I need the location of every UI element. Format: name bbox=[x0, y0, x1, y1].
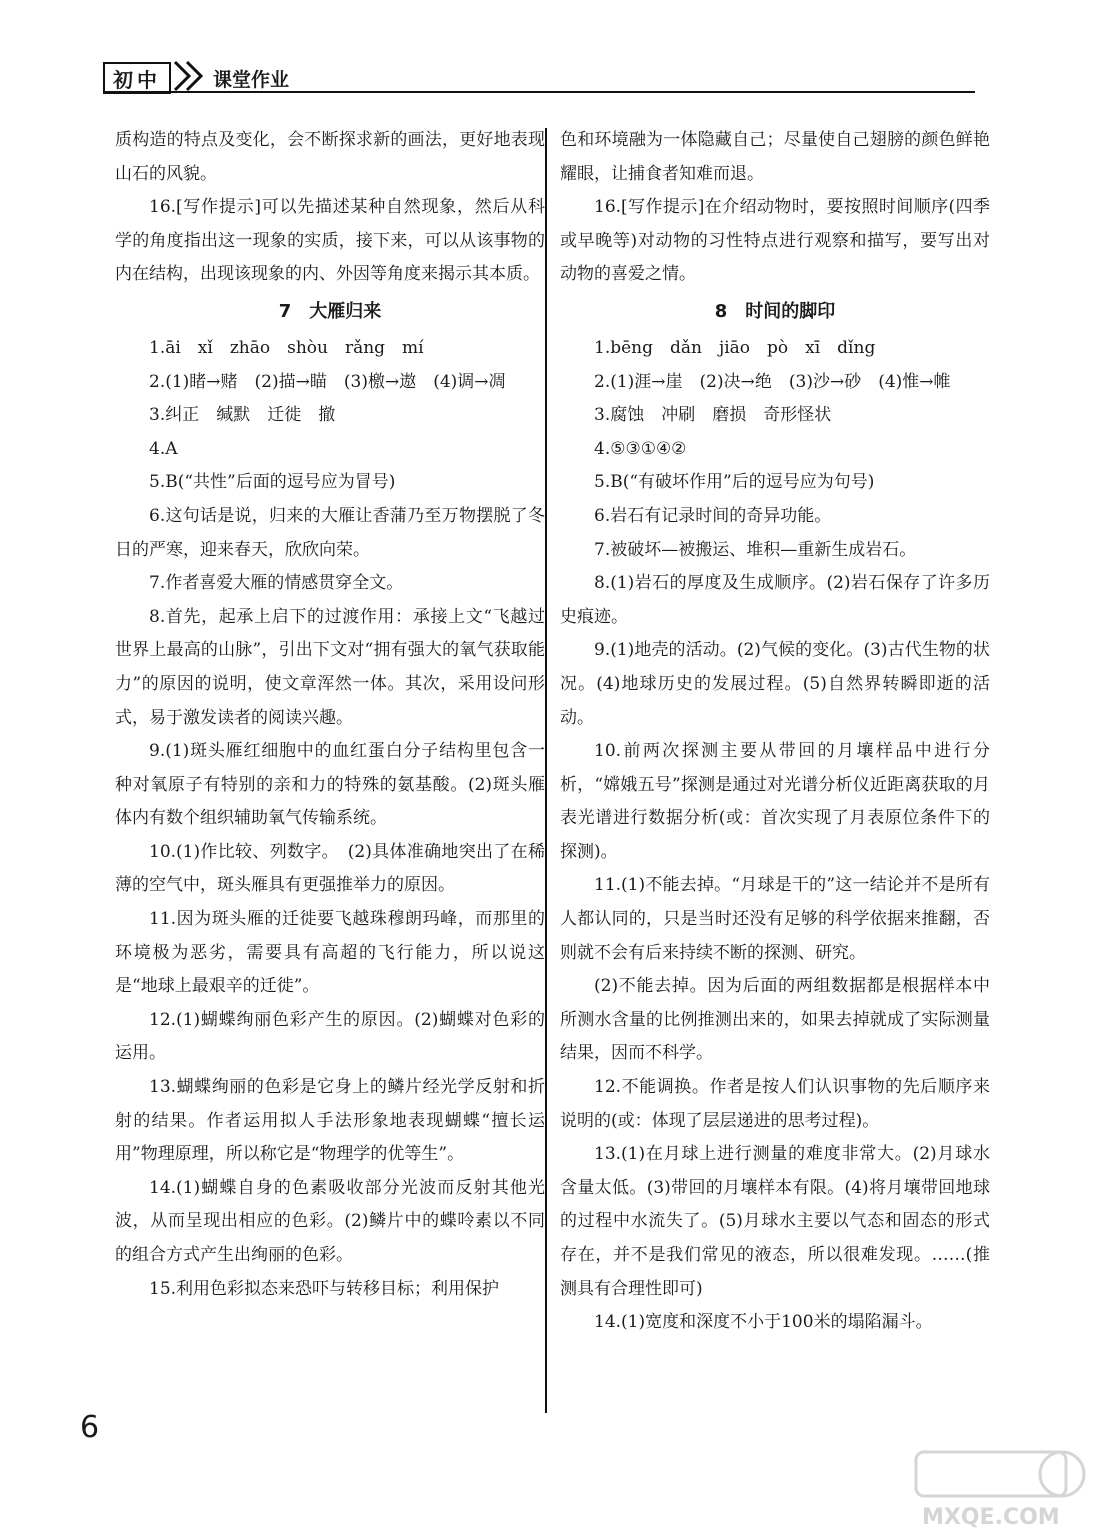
answer-paragraph: 3.腐蚀 冲刷 磨损 奇形怪状 bbox=[594, 405, 832, 426]
answer-paragraph: 16.[写作提示]可以先描述某种自然现象，然后从科学的角度指出这一现象的实质，接下来，可以从该事物的内在结构，出现该现象的内、外因等角度来揭示其本质。 bbox=[115, 197, 545, 285]
answer-paragraph: 6.岩石有记录时间的奇异功能。 bbox=[594, 505, 832, 526]
grade-tag: 初中 bbox=[103, 62, 171, 94]
answer-paragraph: 7.被破坏—被搬运、堆积—重新生成岩石。 bbox=[594, 539, 917, 560]
answer-paragraph: 11.(1)不能去掉。“月球是干的”这一结论并不是所有人都认同的，只是当时还没有足够的科学依据来推翻，否则就不会有后来持续不断的探测、研究。 bbox=[560, 875, 990, 963]
answer-paragraph: 6.这句话是说，归来的大雁让香蒲乃至万物摆脱了冬日的严寒，迎来春天，欣欣向荣。 bbox=[115, 505, 545, 560]
page-number: 6 bbox=[80, 1410, 100, 1445]
section-heading: 8 时间的脚印 bbox=[714, 300, 836, 322]
right-column bbox=[560, 124, 990, 1340]
book-title: 课堂作业 bbox=[213, 69, 290, 91]
double-chevron-icon bbox=[171, 56, 211, 92]
answer-paragraph: 色和环境融为一体隐藏自己；尽量使自己翅膀的颜色鲜艳耀眼，让捕食者知难而退。 bbox=[560, 130, 990, 184]
svg-text:MXQE.COM: MXQE.COM bbox=[922, 1505, 1060, 1530]
answer-paragraph: 4.⑤③①④② bbox=[594, 438, 687, 459]
header-rule bbox=[103, 91, 975, 93]
answer-paragraph: 9.(1)斑头雁红细胞中的血红蛋白分子结构里包含一种对氧原子有特别的亲和力的特殊的氨基酸。(2)斑头雁体内有数个组织辅助氧气传输系统。 bbox=[115, 741, 545, 829]
answer-paragraph: 1.āi xǐ zhāo shòu rǎng mí bbox=[149, 337, 424, 358]
answer-paragraph: 10.(1)作比较、列数字。 (2)具体准确地突出了在稀薄的空气中，斑头雁具有更强推举力的原因。 bbox=[115, 841, 545, 896]
answer-paragraph: 3.纠正 缄默 迁徙 撤 bbox=[149, 405, 336, 426]
answer-paragraph: 14.(1)蝴蝶自身的色素吸收部分光波而反射其他光波，从而呈现出相应的色彩。(2)鳞片中的蝶呤素以不同的组合方式产生出绚丽的色彩。 bbox=[115, 1177, 545, 1265]
answer-paragraph: 12.(1)蝴蝶绚丽色彩产生的原因。(2)蝴蝶对色彩的运用。 bbox=[115, 1009, 545, 1064]
column-divider bbox=[545, 128, 547, 1413]
answer-paragraph: 7.作者喜爱大雁的情感贯穿全文。 bbox=[149, 573, 404, 594]
answer-paragraph: 12.不能调换。作者是按人们认识事物的先后顺序来说明的(或：体现了层层递进的思考过程)。 bbox=[560, 1077, 990, 1131]
answer-paragraph: 5.B(“有破坏作用”后的逗号应为句号) bbox=[594, 472, 875, 493]
answer-paragraph: 2.(1)涯→崖 (2)决→绝 (3)沙→砂 (4)惟→帷 bbox=[594, 371, 951, 392]
watermark-logo bbox=[912, 1448, 1092, 1530]
answer-paragraph: 8.首先，起承上启下的过渡作用：承接上文“飞越过世界上最高的山脉”，引出下文对“拥有强大的氧气获取能力”的原因的说明，使文章浑然一体。其次，采用设问形式，易于激发读者的阅读兴趣。 bbox=[115, 606, 545, 728]
answer-paragraph: 14.(1)宽度和深度不小于100米的塌陷漏斗。 bbox=[594, 1312, 933, 1333]
answer-paragraph: 16.[写作提示]在介绍动物时，要按照时间顺序(四季或早晚等)对动物的习性特点进行观察和描写，要写出对动物的喜爱之情。 bbox=[560, 197, 990, 285]
answer-paragraph: 13.蝴蝶绚丽的色彩是它身上的鳞片经光学反射和折射的结果。作者运用拟人手法形象地表现蝴蝶“擅长运用”物理原理，所以称它是“物理学的优等生”。 bbox=[115, 1077, 545, 1165]
answer-paragraph: 2.(1)睹→赌 (2)描→瞄 (3)檄→遨 (4)调→凋 bbox=[149, 371, 506, 392]
answer-paragraph: 9.(1)地壳的活动。(2)气候的变化。(3)古代生物的状况。(4)地球历史的发展过程。(5)自然界转瞬即逝的活动。 bbox=[560, 640, 990, 728]
answer-paragraph: 13.(1)在月球上进行测量的难度非常大。(2)月球水含量太低。(3)带回的月壤样本有限。(4)将月壤带回地球的过程中水流失了。(5)月球水主要以气态和固态的形式存在，并不是我们常见的液态，所以很难发现。……(推测具有合理性即可) bbox=[560, 1144, 990, 1299]
answer-paragraph: 5.B(“共性”后面的逗号应为冒号) bbox=[149, 472, 396, 493]
answer-paragraph: (2)不能去掉。因为后面的两组数据都是根据样本中所测水含量的比例推测出来的，如果去掉就成了实际测量结果，因而不科学。 bbox=[560, 976, 990, 1064]
section-heading: 7 大雁归来 bbox=[278, 300, 382, 322]
answer-paragraph: 10.前两次探测主要从带回的月壤样品中进行分析，“嫦娥五号”探测是通过对光谱分析仪近距离获取的月表光谱进行数据分析(或：首次实现了月表原位条件下的探测)。 bbox=[560, 741, 990, 862]
answer-paragraph: 4.A bbox=[149, 438, 178, 459]
answer-paragraph: 8.(1)岩石的厚度及生成顺序。(2)岩石保存了许多历史痕迹。 bbox=[560, 573, 990, 627]
answer-paragraph: 1.bēng dǎn jiāo pò xī dǐng bbox=[594, 337, 876, 358]
page-header bbox=[103, 56, 975, 92]
answer-paragraph: 质构造的特点及变化，会不断探求新的画法，更好地表现山石的风貌。 bbox=[115, 130, 545, 184]
answer-paragraph: 11.因为斑头雁的迁徙要飞越珠穆朗玛峰，而那里的环境极为恶劣，需要具有高超的飞行能力，所以说这是“地球上最艰辛的迁徙”。 bbox=[115, 909, 545, 997]
answer-paragraph: 15.利用色彩拟态来恐吓与转移目标；利用保护 bbox=[149, 1278, 500, 1299]
left-column bbox=[115, 124, 545, 1306]
